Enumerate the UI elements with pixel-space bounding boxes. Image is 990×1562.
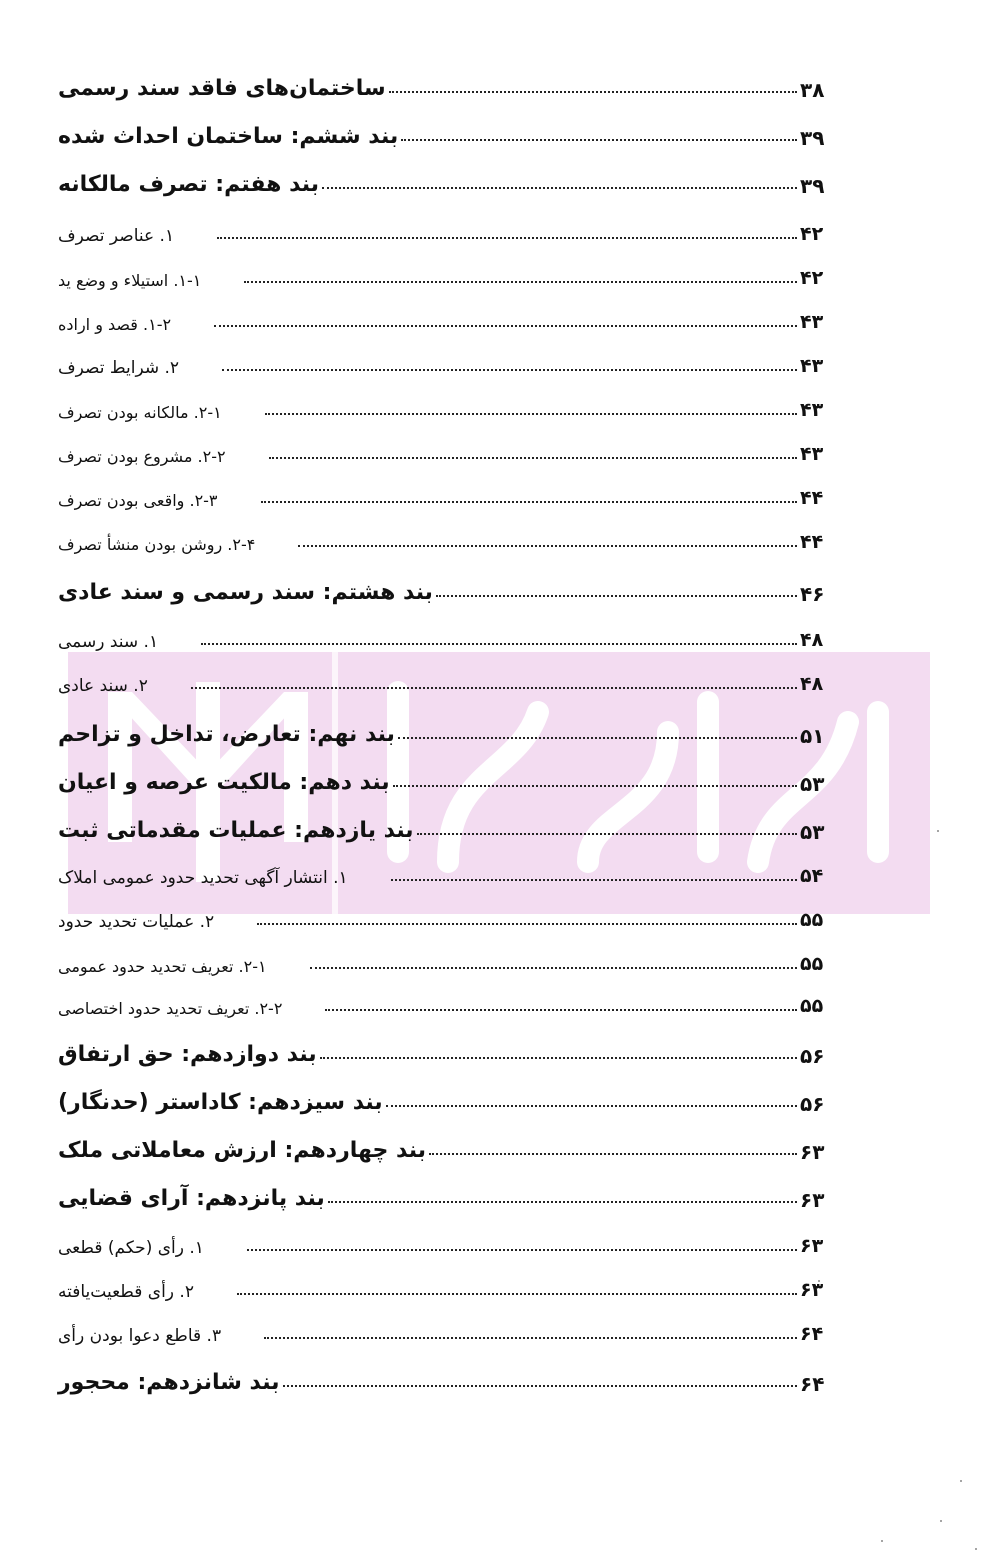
toc-entry-page: ۶۴ xyxy=(800,1372,825,1396)
dot-leader xyxy=(391,878,797,881)
toc-entry-title: بند هشتم: سند رسمی و سند عادی xyxy=(58,579,433,605)
toc-entry[interactable] xyxy=(58,1270,832,1302)
toc-entry[interactable] xyxy=(58,214,832,246)
toc-entry-title: بند سیزدهم: کاداستر (حدنگار) xyxy=(58,1089,383,1115)
toc-entry[interactable] xyxy=(58,944,832,976)
toc-entry-title: ۲-۲. مشروع بودن تصرف xyxy=(58,446,226,466)
dot-leader xyxy=(417,832,797,835)
dot-leader xyxy=(436,594,797,597)
toc-entry-page: ۴۳ xyxy=(800,355,824,378)
toc-entry-page: ۴۴ xyxy=(800,487,824,510)
dot-leader xyxy=(201,642,797,645)
toc-entry-title: ۱. سند رسمی xyxy=(58,631,159,652)
dot-leader xyxy=(393,784,797,787)
toc-entry-page: ۴۳ xyxy=(800,311,824,334)
toc-entry-title: ۱-۱. استیلاء و وضع ید xyxy=(58,270,202,290)
toc-entry-page: ۵۵ xyxy=(800,995,824,1018)
toc-entry-title: ۳. قاطع دعوا بودن رأی xyxy=(58,1325,222,1346)
toc-entry-page: ۴۲ xyxy=(800,267,824,290)
toc-entry[interactable] xyxy=(58,1226,832,1258)
toc-entry-page: ۶۳ xyxy=(800,1235,824,1258)
toc-entry-page: ۵۳ xyxy=(800,772,825,796)
scan-speck xyxy=(960,1480,962,1482)
toc-entry-page: ۵۵ xyxy=(800,953,824,976)
toc-entry-page: ۵۶ xyxy=(800,1044,825,1068)
toc-entry-title: ۲-۱. تعریف تحدید حدود عمومی xyxy=(58,956,267,976)
toc-entry-page: ۴۸ xyxy=(800,673,824,696)
toc-entry-page: ۵۴ xyxy=(800,865,824,888)
toc-entry-title: ۲. شرایط تصرف xyxy=(58,357,180,378)
toc-entry-title: ۲. رأی قطعیت‌یافته xyxy=(58,1281,194,1302)
dot-leader xyxy=(261,500,797,503)
toc-entry-page: ۴۴ xyxy=(800,531,824,554)
toc-entry-title: بند دوازدهم: حق ارتفاق xyxy=(58,1041,317,1067)
toc-entry[interactable] xyxy=(58,806,832,844)
dot-leader xyxy=(298,544,797,547)
toc-entry[interactable] xyxy=(58,758,832,796)
toc-entry-page: ۳۹ xyxy=(800,126,825,150)
toc-entry-page: ۵۳ xyxy=(800,820,825,844)
toc-entry[interactable] xyxy=(58,258,832,290)
toc-entry[interactable] xyxy=(58,522,832,554)
toc-entry-page: ۵۱ xyxy=(800,724,825,748)
scan-speck xyxy=(937,830,939,832)
toc-entry-page: ۶۳ xyxy=(800,1188,825,1212)
toc-entry[interactable] xyxy=(58,856,832,888)
toc-entry[interactable] xyxy=(58,1078,832,1116)
dot-leader xyxy=(322,186,797,189)
toc-entry-title: بند هفتم: تصرف مالکانه xyxy=(58,171,320,197)
toc-entry[interactable] xyxy=(58,900,832,932)
dot-leader xyxy=(325,1008,797,1011)
dot-leader xyxy=(283,1384,798,1387)
toc-entry-title: بند نهم: تعارض، تداخل و تزاحم xyxy=(58,721,395,747)
toc-entry-title: بند پانزدهم: آرای قضایی xyxy=(58,1185,325,1211)
toc-entry-page: ۶۳ xyxy=(800,1279,824,1302)
scan-speck xyxy=(940,1520,942,1522)
dot-leader xyxy=(191,686,797,689)
toc-entry-page: ۶۳ xyxy=(800,1140,825,1164)
toc-entry[interactable] xyxy=(58,710,832,748)
toc-entry-title: بند ششم: ساختمان احداث شده xyxy=(58,123,399,149)
toc-entry[interactable] xyxy=(58,1126,832,1164)
toc-entry-page: ۴۶ xyxy=(800,582,825,606)
toc-entry-title: بند چهاردهم: ارزش معاملاتی ملک xyxy=(58,1137,426,1163)
toc-entry[interactable] xyxy=(58,112,832,150)
toc-entry[interactable] xyxy=(58,664,832,696)
dot-leader xyxy=(269,456,797,459)
scan-speck xyxy=(881,1540,883,1542)
toc-entry-page: ۴۸ xyxy=(800,629,824,652)
toc-entry[interactable] xyxy=(58,64,832,102)
toc-entry[interactable] xyxy=(58,568,832,606)
dot-leader xyxy=(257,922,797,925)
toc-entry[interactable] xyxy=(58,620,832,652)
dot-leader xyxy=(429,1152,797,1155)
toc-entry[interactable] xyxy=(58,390,832,422)
toc-entry-title: بند یازدهم: عملیات مقدماتی ثبت xyxy=(58,817,414,843)
toc-entry-title: ۲-۴. روشن بودن منشأ تصرف xyxy=(58,534,256,554)
toc-entry-title: ۲-۱. مالکانه بودن تصرف xyxy=(58,402,222,422)
toc-entry-page: ۳۹ xyxy=(800,174,825,198)
toc-entry-title: ۲. سند عادی xyxy=(58,675,148,696)
toc-entry[interactable] xyxy=(58,986,832,1018)
toc-entry-page: ۵۶ xyxy=(800,1092,825,1116)
toc-entry-title: ۲. عملیات تحدید حدود xyxy=(58,911,215,932)
toc-entry[interactable] xyxy=(58,1174,832,1212)
dot-leader xyxy=(222,368,797,371)
dot-leader xyxy=(386,1104,797,1107)
toc-entry-title: ۱. رأی (حکم) قطعی xyxy=(58,1237,204,1258)
dot-leader xyxy=(320,1056,797,1059)
toc-entry-page: ۳۸ xyxy=(800,78,825,102)
toc-entry-page: ۶۴ xyxy=(800,1323,824,1346)
toc-entry-page: ۵۵ xyxy=(800,909,824,932)
dot-leader xyxy=(401,138,797,141)
toc-entry-title: ۲-۳. واقعی بودن تصرف xyxy=(58,490,218,510)
dot-leader xyxy=(237,1292,797,1295)
toc-entry-title: ساختمان‌های فاقد سند رسمی xyxy=(58,75,386,101)
toc-entry[interactable] xyxy=(58,478,832,510)
toc-entry[interactable] xyxy=(58,1314,832,1346)
toc-entry[interactable] xyxy=(58,302,832,334)
toc-entry[interactable] xyxy=(58,1030,832,1068)
dot-leader xyxy=(389,90,797,93)
dot-leader xyxy=(265,412,797,415)
toc-entry[interactable] xyxy=(58,434,832,466)
toc-entry-title: ۲-۲. تعریف تحدید حدود اختصاصی xyxy=(58,998,283,1018)
toc-entry-page: ۴۳ xyxy=(800,399,824,422)
toc-entry[interactable] xyxy=(58,1358,832,1396)
toc-entry[interactable] xyxy=(58,346,832,378)
toc-entry-title: بند دهم: مالکیت عرصه و اعیان xyxy=(58,769,390,795)
dot-leader xyxy=(247,1248,797,1251)
dot-leader xyxy=(217,236,797,239)
toc-entry[interactable] xyxy=(58,160,832,198)
dot-leader xyxy=(310,966,797,969)
toc-entry-page: ۴۲ xyxy=(800,223,824,246)
toc-entry-title: ۱. عناصر تصرف xyxy=(58,225,175,246)
toc-entry-title: ۱. انتشار آگهی تحدید حدود عمومی املاک xyxy=(58,867,348,888)
dot-leader xyxy=(328,1200,797,1203)
dot-leader xyxy=(214,324,797,327)
toc-entry-title: ۱-۲. قصد و اراده xyxy=(58,314,172,334)
dot-leader xyxy=(244,280,797,283)
dot-leader xyxy=(264,1336,797,1339)
scan-speck xyxy=(975,1548,977,1550)
toc-entry-page: ۴۳ xyxy=(800,443,824,466)
dot-leader xyxy=(398,736,797,739)
toc-entry-title: بند شانزدهم: محجور xyxy=(58,1369,280,1395)
